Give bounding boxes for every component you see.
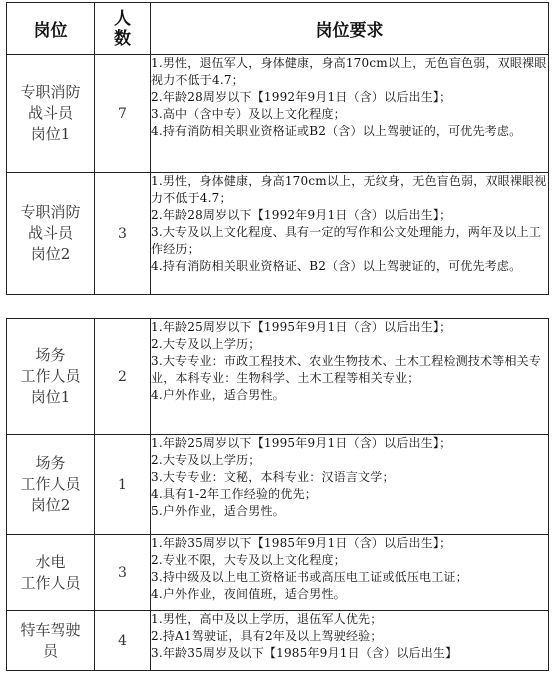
position-name: [7, 173, 95, 295]
requirements-cell: [151, 611, 549, 671]
position-name: [7, 535, 95, 611]
requirement-line: 4.户外作业，夜间值班，适合男性。: [151, 587, 346, 601]
requirement-line: 2.年龄28周岁以下【1992年9月1日（含）以后出生】；: [151, 90, 452, 104]
jobs-table-2: [6, 318, 549, 671]
position-name: [7, 435, 95, 535]
requirement-line: 4.持有消防相关职业资格证、B2（含）以上驾驶证的，可优先考虑。: [151, 259, 522, 273]
requirement-line: 3.大专专业：文秘，本科专业：汉语言文学；: [151, 470, 395, 484]
table-row: [7, 173, 549, 295]
table-row: [7, 55, 549, 173]
requirement-line: 2.持A1驾驶证，具有2年及以上驾驶经验；: [151, 629, 383, 643]
position-name: [7, 319, 95, 435]
header-requirements: 岗位要求: [151, 3, 549, 55]
headcount: 2: [95, 319, 151, 435]
position-name-text: 场务 工作人员 岗位2: [20, 454, 81, 514]
header-row: [7, 3, 549, 55]
position-name-text: 水电 工作人员: [20, 552, 81, 592]
header-position: 岗位: [7, 3, 95, 55]
requirement-line: 1.年龄25周岁以下【1995年9月1日（含）以后出生】；: [151, 436, 452, 450]
table-row: [7, 319, 549, 435]
requirements-cell: [151, 55, 549, 173]
position-name: [7, 55, 95, 173]
requirement-line: 2.大专及以上学历；: [151, 453, 261, 467]
requirement-line: 2.专业不限，大专及以上文化程度；: [151, 553, 346, 567]
header-count-text: 人 数: [114, 8, 131, 49]
table-row: [7, 535, 549, 611]
requirement-line: 1.男性，退伍军人，身体健康，身高170cm以上，无色盲色弱，双眼裸眼视力不低于4.7；: [151, 56, 547, 87]
requirement-line: 3.持中级及以上电工资格证书或高压电工证或低压电工证；: [151, 570, 468, 584]
jobs-table-1: [6, 2, 549, 295]
position-name: [7, 611, 95, 671]
header-count: [95, 3, 151, 55]
requirement-line: 1.男性，高中及以上学历，退伍军人优先；: [151, 612, 383, 626]
requirement-line: 3.高中（含中专）及以上文化程度；: [151, 107, 346, 121]
position-name-text: 专职消防 战斗员 岗位1: [20, 83, 81, 143]
requirement-line: 5.户外作业，适合男性。: [151, 504, 285, 518]
requirements-cell: [151, 319, 549, 435]
requirement-line: 1.年龄25周岁以下【1995年9月1日（含）以后出生】；: [151, 320, 452, 334]
headcount: 4: [95, 611, 151, 671]
position-name-text: 专职消防 战斗员 岗位2: [20, 203, 81, 263]
headcount: 1: [95, 435, 151, 535]
requirement-line: 4.持有消防相关职业资格证或B2（含）以上驾驶证的，可优先考虑。: [151, 124, 522, 138]
table-row: [7, 611, 549, 671]
requirement-line: 2.年龄28周岁以下【1992年9月1日（含）以后出生】；: [151, 208, 452, 222]
requirement-line: 4.具有1-2年工作经验的优先；: [151, 487, 317, 501]
requirements-cell: [151, 535, 549, 611]
requirement-line: 1.年龄35周岁以下【1985年9月1日（含）以后出生】；: [151, 536, 452, 550]
requirements-cell: [151, 173, 549, 295]
table-row: [7, 435, 549, 535]
headcount: 3: [95, 535, 151, 611]
requirements-cell: [151, 435, 549, 535]
requirement-line: 3.大专及以上文化程度、具有一定的写作和公文处理能力，两年及以上工作经历；: [151, 225, 542, 256]
requirement-line: 3.年龄35周岁及以下【1985年9月1日（含）以后出生】: [151, 646, 458, 660]
position-name-text: 特车驾驶 员: [20, 620, 81, 660]
headcount: 3: [95, 173, 151, 295]
requirement-line: 2.大专及以上学历；: [151, 337, 261, 351]
position-name-text: 场务 工作人员 岗位1: [20, 346, 81, 406]
headcount: 7: [95, 55, 151, 173]
requirement-line: 3.大专专业：市政工程技术、农业生物技术、土木工程检测技术等相关专业，本科专业：生物科学、土木工程等相关专业；: [151, 354, 542, 385]
requirement-line: 4.户外作业，适合男性。: [151, 388, 285, 402]
requirement-line: 1.男性，身体健康，身高170cm以上，无纹身，无色盲色弱，双眼裸眼视力不低于4.7；: [151, 174, 547, 205]
